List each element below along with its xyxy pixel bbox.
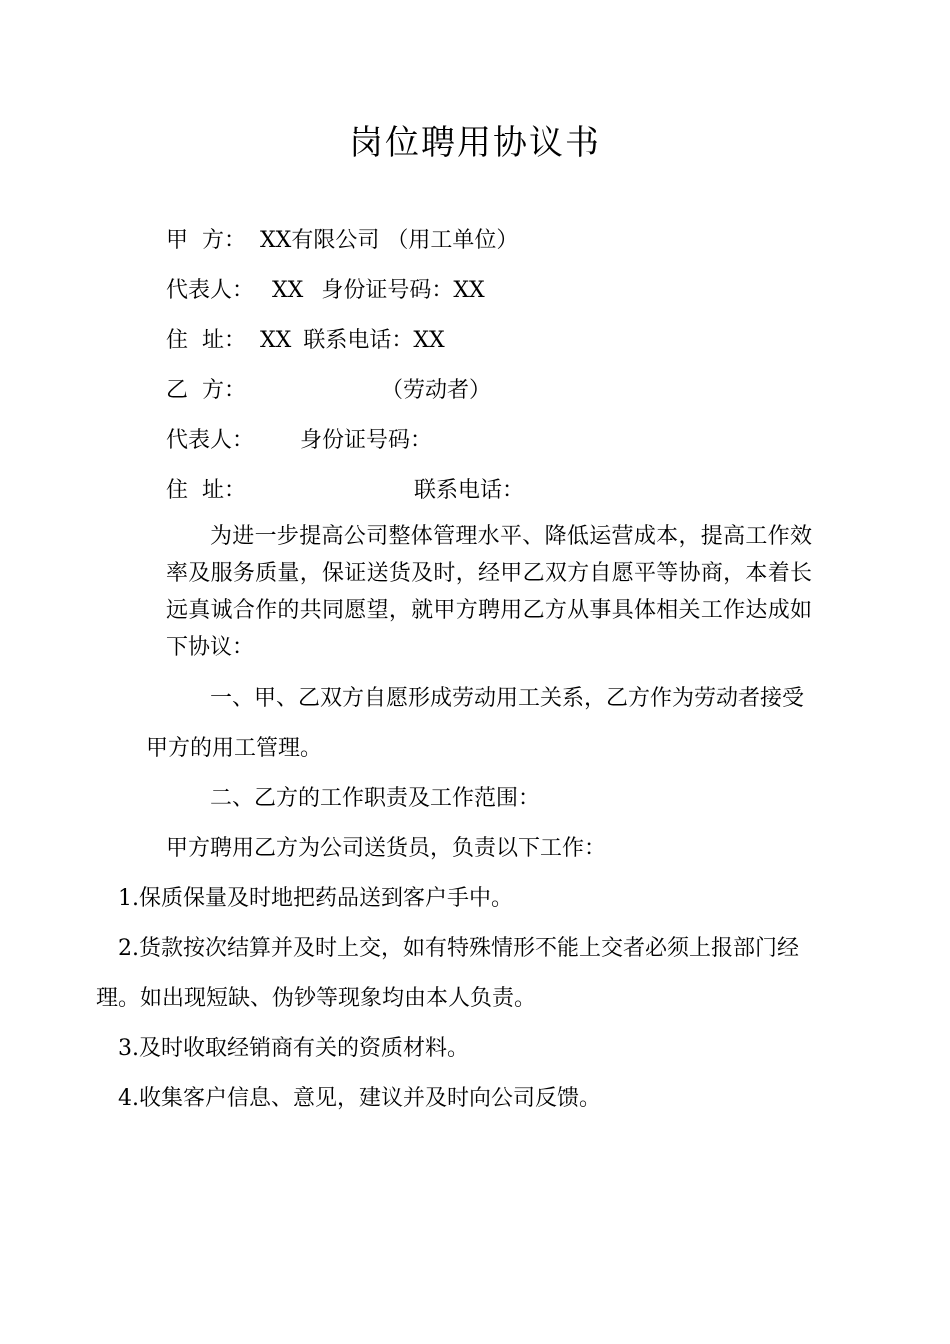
party-b-label: 乙 方： <box>166 378 246 403</box>
party-b-role: （劳动者） <box>392 378 492 403</box>
party-a-rep-label: 代表人： <box>166 278 255 303</box>
clause-1-line-2: 甲方的用工管理。 <box>146 736 323 761</box>
party-b-address-label: 住 址： <box>166 478 246 503</box>
list-item: 1.保质保量及时地把药品送到客户手中。 <box>118 886 513 911</box>
party-a-address-label: 住 址： <box>166 328 246 353</box>
party-b-address-line <box>166 476 524 506</box>
party-a-address-value: XX <box>260 328 292 353</box>
party-a-id-label: 身份证号码： <box>321 278 454 303</box>
party-a-id-value: XX <box>453 278 485 303</box>
list-item-continuation: 理。如出现短缺、伪钞等现象均由本人负责。 <box>96 986 537 1011</box>
party-a-phone-label: 联系电话： <box>303 328 414 353</box>
party-a-rep-line <box>166 276 485 306</box>
party-b-rep-label: 代表人： <box>166 428 255 453</box>
party-a-phone-value: XX <box>413 328 445 353</box>
intro-text: 为进一步提高公司整体管理水平、降低运营成本，提高工作效率及服务质量，保证送货及时，经甲乙双方自愿平等协商，本着长远真诚合作的共同愿望，就甲方聘用乙方从事具体相关工作达成如下协议： <box>166 524 812 660</box>
list-item: 4.收集客户信息、意见，建议并及时向公司反馈。 <box>118 1086 601 1111</box>
clause-2-heading: 二、乙方的工作职责及工作范围： <box>210 786 541 811</box>
party-a-label: 甲 方： <box>166 228 246 253</box>
party-a-address-line <box>166 326 445 356</box>
intro-paragraph <box>166 518 812 666</box>
list-item: 3.及时收取经销商有关的资质材料。 <box>118 1036 469 1061</box>
list-item: 2.货款按次结算并及时上交，如有特殊情形不能上交者必须上报部门经 <box>118 936 799 961</box>
party-b-phone-label: 联系电话： <box>414 478 525 503</box>
document-title: 岗位聘用协议书 <box>349 123 601 163</box>
clause-1-line-1: 一、甲、乙双方自愿形成劳动用工关系，乙方作为劳动者接受 <box>210 686 805 711</box>
party-b-line <box>166 376 491 406</box>
party-a-line <box>166 226 518 256</box>
party-a-value: XX有限公司 （用工单位） <box>260 228 519 253</box>
clause-2-intro: 甲方聘用乙方为公司送货员，负责以下工作： <box>166 836 607 861</box>
party-b-id-label: 身份证号码： <box>300 428 433 453</box>
party-b-rep-line <box>166 426 432 456</box>
party-a-rep-value: XX <box>272 278 304 303</box>
